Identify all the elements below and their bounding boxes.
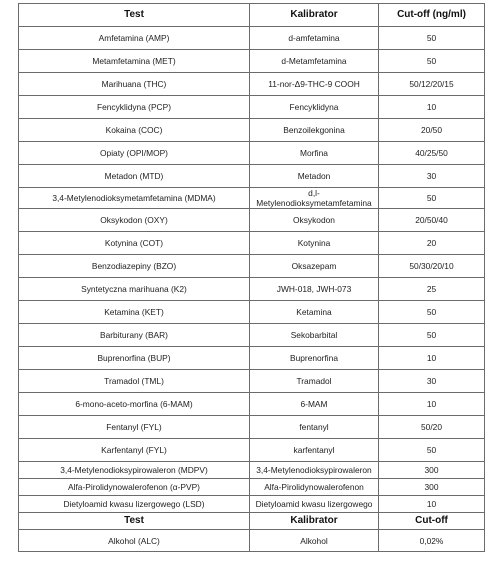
cell-calibrator: Tramadol <box>250 370 379 393</box>
table-row <box>19 278 485 301</box>
cell-cutoff: 50 <box>379 439 485 462</box>
table-row <box>19 479 485 496</box>
table-header-row <box>19 4 485 27</box>
cell-cutoff: 50/30/20/10 <box>379 255 485 278</box>
table-row <box>19 27 485 50</box>
cell-test: 3,4-Metylenodioksymetamfetamina (MDMA) <box>19 188 250 209</box>
cell-test: Amfetamina (AMP) <box>19 27 250 50</box>
cell-cutoff: 20/50 <box>379 119 485 142</box>
cell-test: Dietyloamid kwasu lizergowego (LSD) <box>19 496 250 513</box>
cell-cutoff: 10 <box>379 496 485 513</box>
cell-calibrator: Oksazepam <box>250 255 379 278</box>
cell-test: Metamfetamina (MET) <box>19 50 250 73</box>
table-row <box>19 209 485 232</box>
cell-test: Alfa-Pirolidynowalerofenon (α-PVP) <box>19 479 250 496</box>
cell-calibrator: Alfa-Pirolidynowalerofenon <box>250 479 379 496</box>
table-row <box>19 165 485 188</box>
cell-cutoff: 20/50/40 <box>379 209 485 232</box>
cell-calibrator: d,l-Metylenodioksymetamfetamina <box>250 188 379 209</box>
cell-cutoff: 300 <box>379 479 485 496</box>
table-row <box>19 324 485 347</box>
table-row <box>19 393 485 416</box>
table-row <box>19 347 485 370</box>
table-row <box>19 119 485 142</box>
table-row <box>19 188 485 209</box>
cell-test: Kotynina (COT) <box>19 232 250 255</box>
cell-calibrator: Fencyklidyna <box>250 96 379 119</box>
table-row <box>19 370 485 393</box>
cell-cutoff: 20 <box>379 232 485 255</box>
cell-calibrator: Metadon <box>250 165 379 188</box>
cell-cutoff: 30 <box>379 370 485 393</box>
drug-test-cutoff-document <box>18 3 484 552</box>
cell-cutoff: 50 <box>379 324 485 347</box>
table-row <box>19 142 485 165</box>
table-row <box>19 50 485 73</box>
table-row <box>19 232 485 255</box>
cell-calibrator: Sekobarbital <box>250 324 379 347</box>
table-row <box>19 96 485 119</box>
cell-cutoff: 0,02% <box>379 530 485 552</box>
table-row <box>19 462 485 479</box>
cell-test: Syntetyczna marihuana (K2) <box>19 278 250 301</box>
cell-calibrator: Alkohol <box>250 530 379 552</box>
cell-test: 6-mono-aceto-morfina (6-MAM) <box>19 393 250 416</box>
cell-calibrator: d-Metamfetamina <box>250 50 379 73</box>
cell-cutoff: 25 <box>379 278 485 301</box>
cell-test: Tramadol (TML) <box>19 370 250 393</box>
cell-calibrator: Morfina <box>250 142 379 165</box>
cell-test: Fencyklidyna (PCP) <box>19 96 250 119</box>
cell-test: Barbiturany (BAR) <box>19 324 250 347</box>
cell-calibrator: Dietyloamid kwasu lizergowego <box>250 496 379 513</box>
cell-cutoff: 50 <box>379 50 485 73</box>
cell-cutoff: 10 <box>379 96 485 119</box>
cell-test: Fentanyl (FYL) <box>19 416 250 439</box>
header2-cutoff: Cut-off <box>379 513 485 530</box>
table-row <box>19 73 485 96</box>
table-row <box>19 255 485 278</box>
header-test: Test <box>19 4 250 27</box>
header2-test: Test <box>19 513 250 530</box>
table-row <box>19 416 485 439</box>
cell-test: Opiaty (OPI/MOP) <box>19 142 250 165</box>
cell-test: Karfentanyl (FYL) <box>19 439 250 462</box>
table-row <box>19 496 485 513</box>
cell-cutoff: 10 <box>379 347 485 370</box>
cell-cutoff: 50/20 <box>379 416 485 439</box>
cell-cutoff: 300 <box>379 462 485 479</box>
cell-calibrator: Buprenorfina <box>250 347 379 370</box>
cell-test: 3,4-Metylenodioksypirowaleron (MDPV) <box>19 462 250 479</box>
header-calibrator: Kalibrator <box>250 4 379 27</box>
header-cutoff: Cut-off (ng/ml) <box>379 4 485 27</box>
cell-calibrator: 6-MAM <box>250 393 379 416</box>
cutoff-table <box>18 3 485 552</box>
cell-calibrator: karfentanyl <box>250 439 379 462</box>
cell-calibrator: 3,4-Metylenodioksypirowaleron <box>250 462 379 479</box>
cell-calibrator: d-amfetamina <box>250 27 379 50</box>
cell-calibrator: 11-nor-Δ9-THC-9 COOH <box>250 73 379 96</box>
header2-calibrator: Kalibrator <box>250 513 379 530</box>
cell-calibrator: Oksykodon <box>250 209 379 232</box>
table-header-row-alcohol <box>19 513 485 530</box>
cell-cutoff: 30 <box>379 165 485 188</box>
cell-calibrator: Benzoilekgonina <box>250 119 379 142</box>
cell-calibrator: fentanyl <box>250 416 379 439</box>
table-row <box>19 530 485 552</box>
cell-cutoff: 50 <box>379 301 485 324</box>
cell-test: Kokaina (COC) <box>19 119 250 142</box>
cell-cutoff: 40/25/50 <box>379 142 485 165</box>
table-row <box>19 439 485 462</box>
cell-test: Benzodiazepiny (BZO) <box>19 255 250 278</box>
cell-test: Metadon (MTD) <box>19 165 250 188</box>
cell-calibrator: Ketamina <box>250 301 379 324</box>
cell-test: Ketamina (KET) <box>19 301 250 324</box>
cell-cutoff: 50 <box>379 27 485 50</box>
cell-test: Marihuana (THC) <box>19 73 250 96</box>
cell-test: Oksykodon (OXY) <box>19 209 250 232</box>
cell-cutoff: 10 <box>379 393 485 416</box>
cell-cutoff: 50 <box>379 188 485 209</box>
cell-test: Alkohol (ALC) <box>19 530 250 552</box>
cell-cutoff: 50/12/20/15 <box>379 73 485 96</box>
table-row <box>19 301 485 324</box>
cutoff-table-body <box>19 4 485 552</box>
cell-calibrator: JWH-018, JWH-073 <box>250 278 379 301</box>
cell-test: Buprenorfina (BUP) <box>19 347 250 370</box>
cell-calibrator: Kotynina <box>250 232 379 255</box>
